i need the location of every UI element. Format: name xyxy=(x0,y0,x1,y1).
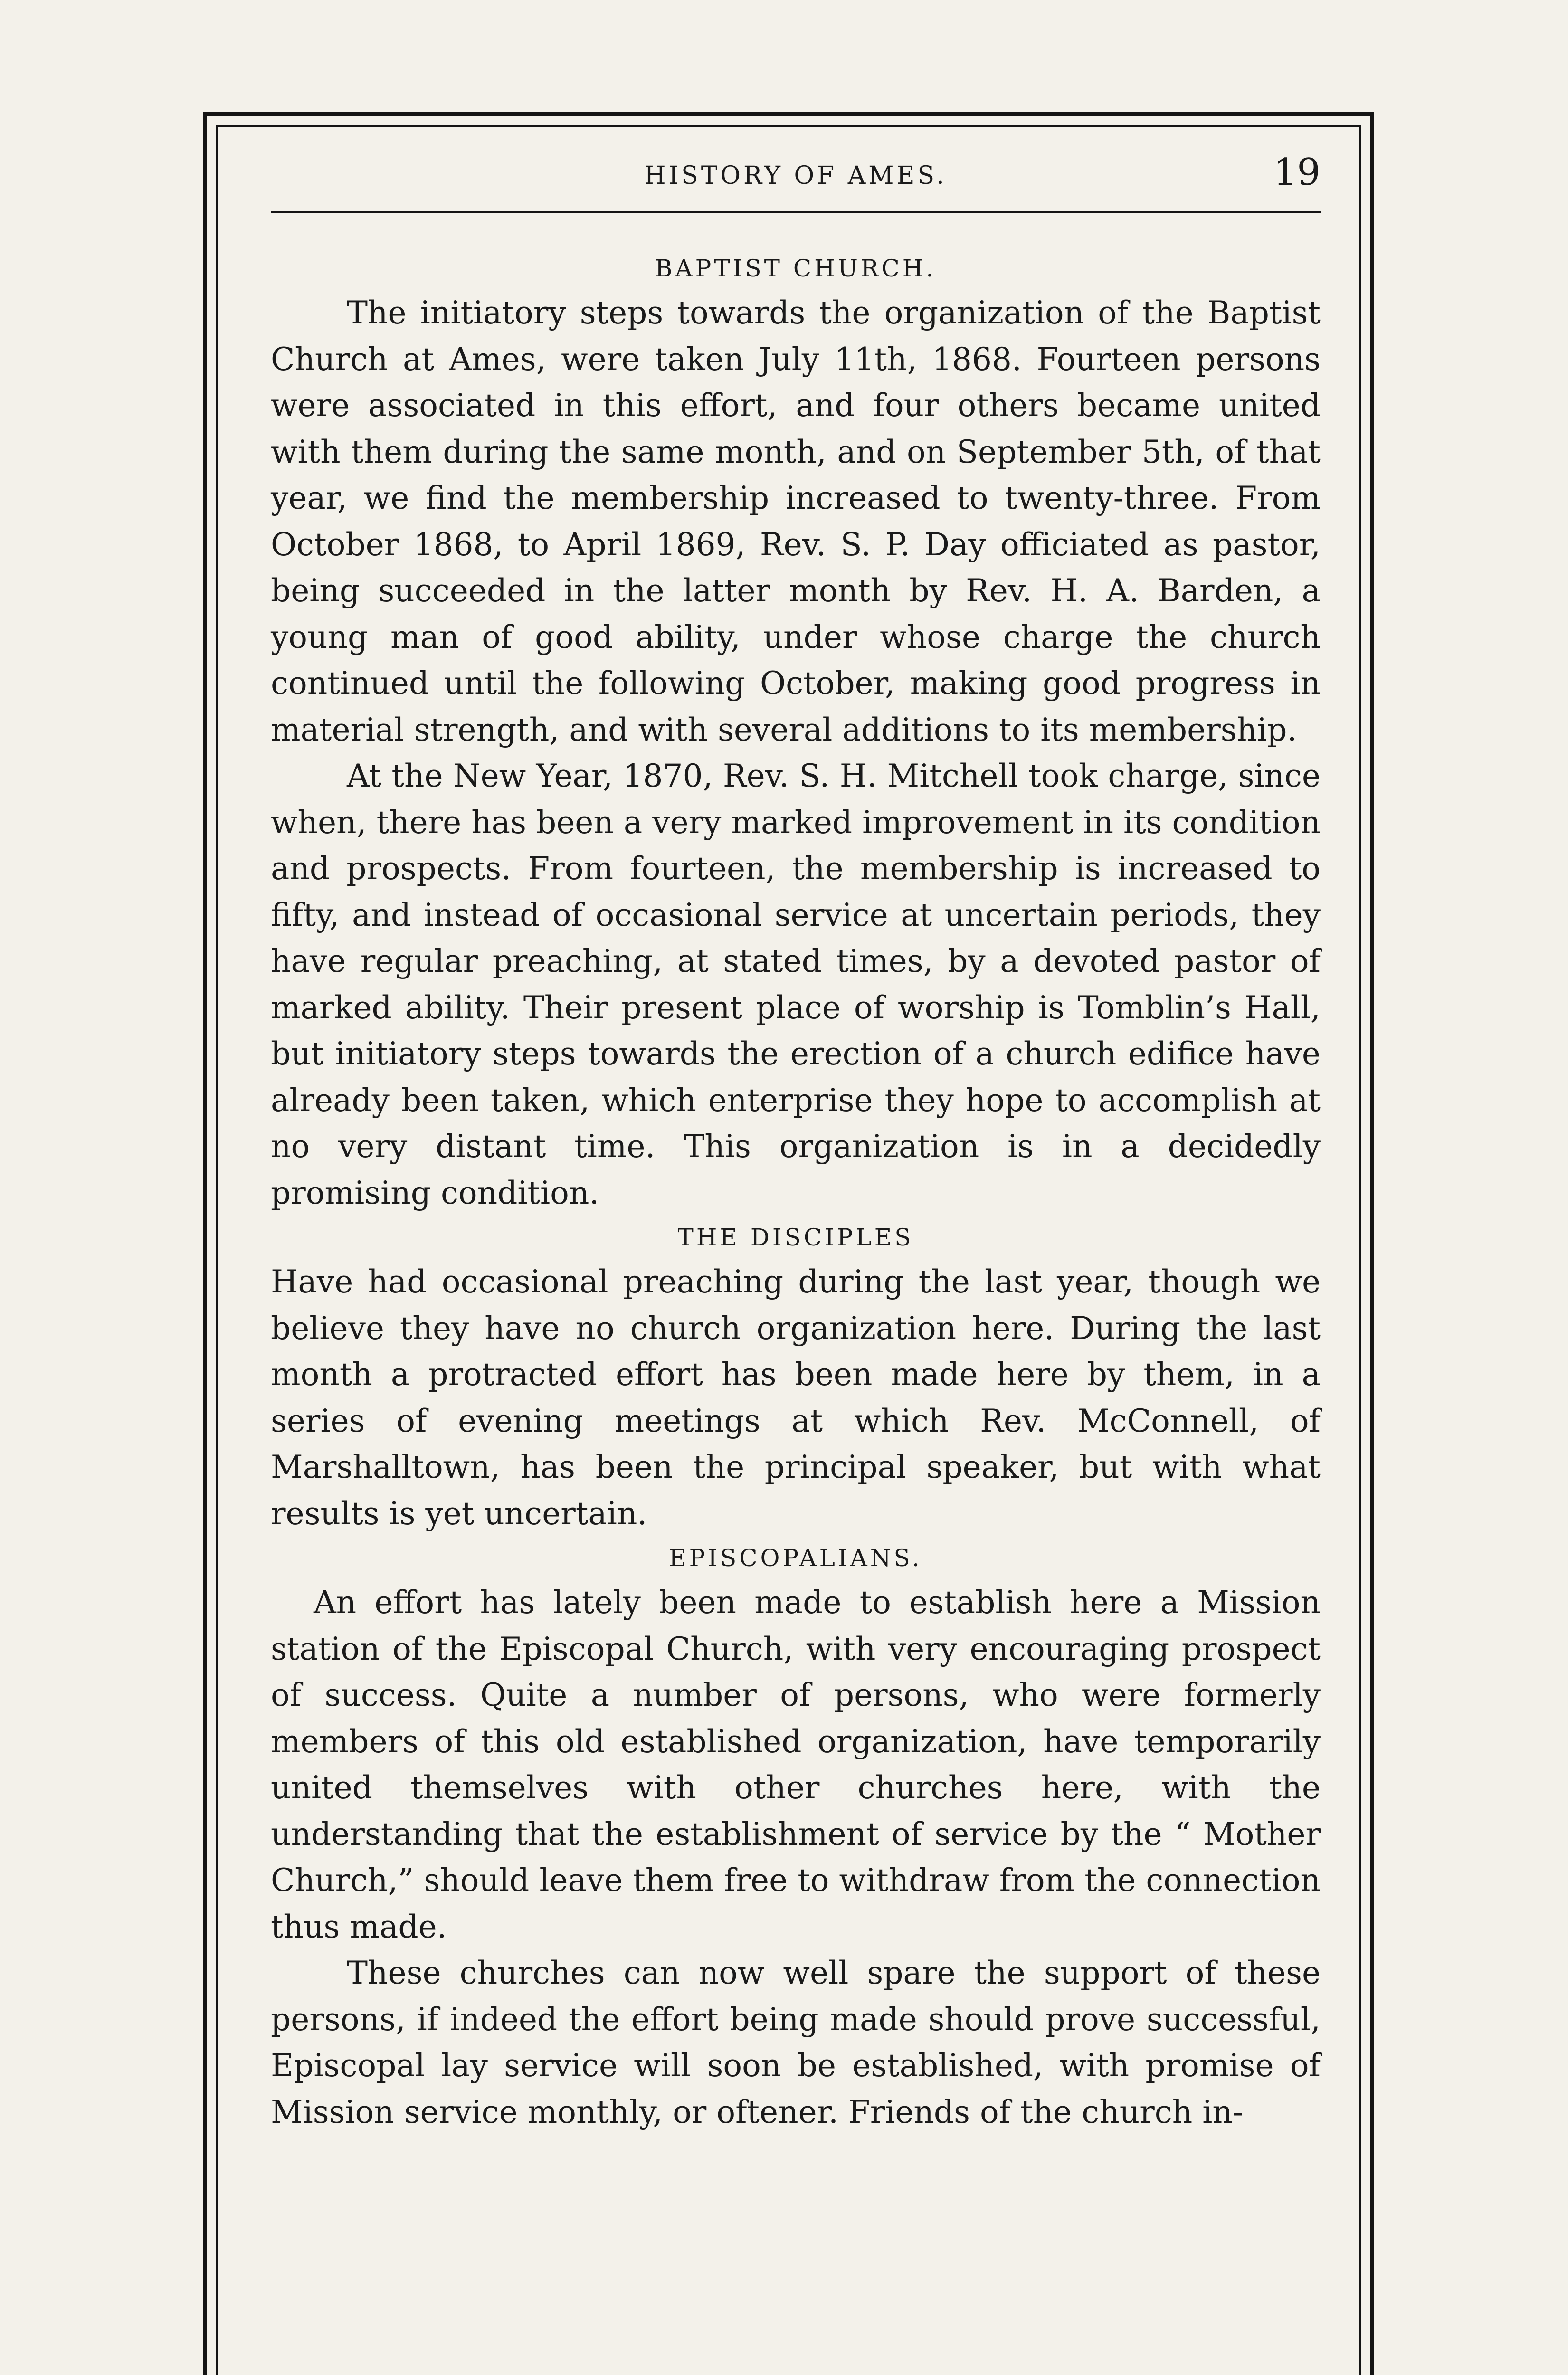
header-rule xyxy=(271,211,1321,213)
page-body xyxy=(271,247,1321,2135)
paragraph: An effort has lately been made to establish here a Mission station of the Episcopal Church, with very encouraging prospect of success. Quite a number of persons, who were formerly members of this old established organization, have temporarily united themselves with other churches here, with the understanding that the establishment of service by the “ Mother Church,” should leave them free to withdraw from the connection thus made. xyxy=(271,1584,1321,1945)
border-left-thin xyxy=(216,125,218,2375)
border-left-thick xyxy=(203,112,207,2375)
border-top-thin xyxy=(216,125,1361,127)
page-header xyxy=(271,142,1321,214)
section-heading-disciples: THE DISCIPLES xyxy=(677,1224,914,1251)
running-head: HISTORY OF AMES. xyxy=(644,162,947,190)
paragraph: These churches can now well spare the support of these persons, if indeed the effort being made should prove successful, Episcopal lay service will soon be established, with promise of Mission service monthly, or oftener. Friends of the church in- xyxy=(271,1955,1321,2130)
paragraph: The initiatory steps towards the organization of the Baptist Church at Ames, were taken July 11th, 1868. Fourteen persons were associated in this effort, and four others became united with them during the same month, and on September 5th, of that year, we find the membership increased to twenty-three. From October 1868, to April 1869, Rev. S. P. Day officiated as pastor, being succeeded in the latter month by Rev. H. A. Barden, a young man of good ability, under whose charge the church continued until the following October, making good progress in material strength, and with several additions to its membership. xyxy=(271,294,1321,748)
paragraph: At the New Year, 1870, Rev. S. H. Mitchell took charge, since when, there has been a very marked improvement in its condition and prospects. From fourteen, the membership is increased to fifty, and instead of occasional service at uncertain periods, they have regular preaching, at stated times, by a devoted pastor of marked ability. Their present place of worship is Tomblin’s Hall, but initiatory steps towards the erection of a church edifice have already been taken, which enterprise they hope to accomplish at no very distant time. This organization is in a decidedly promising condition. xyxy=(271,758,1321,1211)
section-heading-baptist: BAPTIST CHURCH. xyxy=(655,255,937,282)
paragraph: Have had occasional preaching during the last year, though we believe they have no church organization here. During the last month a protracted effort has been made here by them, in a series of evening meetings at which Rev. McConnell, of Marshalltown, has been the principal speaker, but with what results is yet uncertain. xyxy=(271,1264,1321,1532)
section-heading-episcopalians: EPISCOPALIANS. xyxy=(669,1544,922,1572)
page-number: 19 xyxy=(1273,151,1321,194)
border-right-thick xyxy=(1370,112,1374,2375)
border-top-thick xyxy=(203,112,1374,116)
border-right-thin xyxy=(1359,125,1361,2375)
